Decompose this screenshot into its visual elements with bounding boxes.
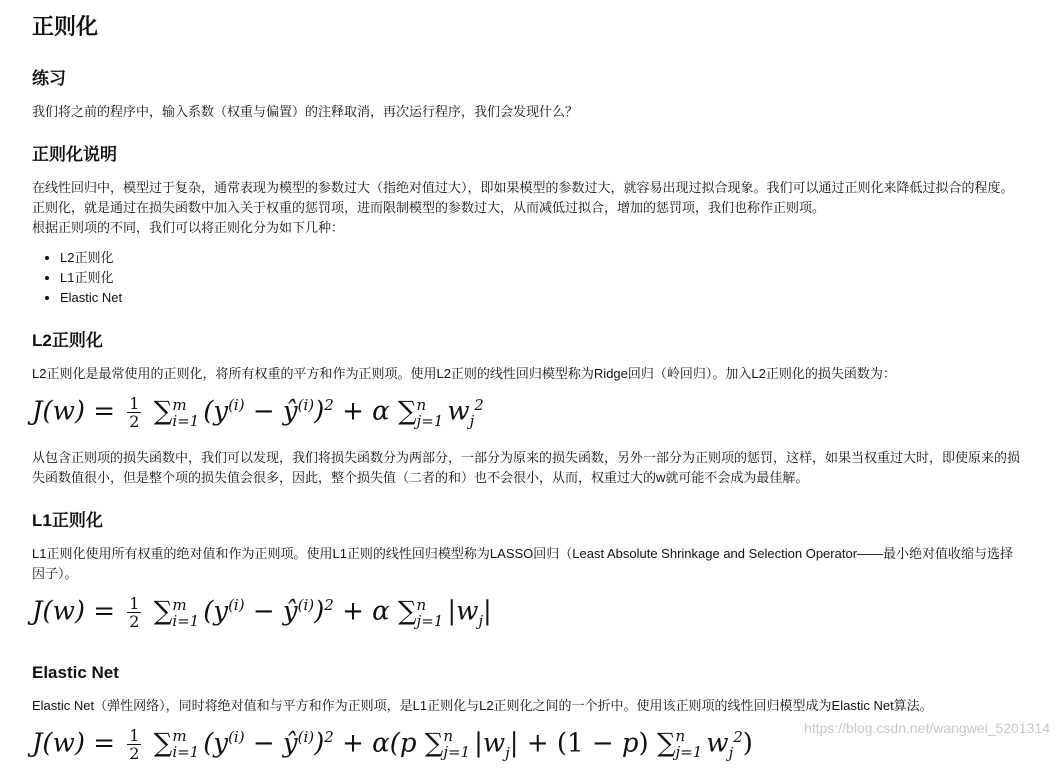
l1-heading: L1正则化 (32, 510, 103, 530)
explain-paragraph-2: 根据正则项的不同，我们可以将正则化分为如下几种： (32, 220, 345, 235)
elastic-section (32, 662, 1026, 772)
l1-section (32, 510, 1026, 640)
explain-paragraph-1: 在线性回归中，模型过于复杂，通常表现为模型的参数过大（指绝对值过大），即如果模型的参数过大，就容易出现过拟合现象。我们可以通过正则化来降低过拟合的程度。正则化，就是通过在损失函数中加入关于权重的惩罚项，进而限制模型的参数过大，从而减低过拟合，增加的惩罚项，我们也称作正则项。 (32, 180, 1014, 215)
explain-section (32, 144, 1026, 308)
exercise-section (32, 68, 1026, 122)
l1-intro: L1正则化使用所有权重的绝对值和作为正则项。使用L1正则的线性回归模型称为LASSO回归（Least Absolute Shrinkage and Selection Operator——最小绝对值收缩与选择因子）。 (32, 545, 1014, 581)
list-item: • L1正则化 (60, 268, 1026, 288)
explain-heading: 正则化说明 (32, 145, 117, 164)
l2-loss-formula: J(w) = $\frac{1}{2}$ ∑ m i=1 ($y^{(i)}$ − $ŷ^{(i)})^2 + \alpha$ ∑ n j=1 $w_j^2$ (32, 394, 484, 432)
l2-section (32, 330, 1026, 488)
l1-loss-formula: J(w) = $\frac{1}{2}$ ∑ m i=1 ($y^{(i)}$ − $ŷ^{(i)})^2 + \alpha$ ∑ n j=1 $|w_j|$ (32, 594, 492, 631)
page-title: 正则化 (32, 14, 99, 39)
exercise-heading: 练习 (32, 69, 66, 88)
l2-heading: L2正则化 (32, 331, 103, 350)
elastic-intro: Elastic Net（弹性网络），同时将绝对值和与平方和作为正则项，是L1正则化与L2正则化之间的一个折中。使用该正则项的线性回归模型成为Elastic Net算法。 (32, 697, 933, 713)
elastic-heading: Elastic Net (32, 662, 119, 682)
list-item: • Elastic Net (60, 288, 1026, 308)
list-item: • L2正则化 (60, 248, 1026, 268)
watermark: https://blog.csdn.net/wangwei_5201314 (804, 720, 1050, 736)
l2-explanation: 从包含正则项的损失函数中，我们可以发现，我们将损失函数分为两部分，一部分为原来的损失函数，另外一部分为正则项的惩罚，这样，如果当权重过大时，即使原来的损失函数值很小，但是整个项的损失值会很多，因此，整个损失值（二者的和）也不会很小，从而，权重过大的w就可能不会成为最佳解。 (32, 449, 1021, 485)
elastic-loss-formula: J(w) = $\frac{1}{2}$ ∑ m i=1 ($y^{(i)}$ − $ŷ^{(i)})^2 + \alpha(p$ ∑ n j=1 $|w_j| + (1 - p)$ ∑ n j=1 $w_j^2$) (32, 725, 753, 763)
exercise-text: 我们将之前的程序中，输入系数（权重与偏置）的注释取消，再次运行程序，我们会发现什么？ (32, 104, 579, 119)
regularization-list (32, 248, 1026, 308)
l2-intro: L2正则化是最常使用的正则化，将所有权重的平方和作为正则项。使用L2正则的线性回归模型称为Ridge回归（岭回归）。加入L2正则化的损失函数为： (32, 366, 896, 381)
